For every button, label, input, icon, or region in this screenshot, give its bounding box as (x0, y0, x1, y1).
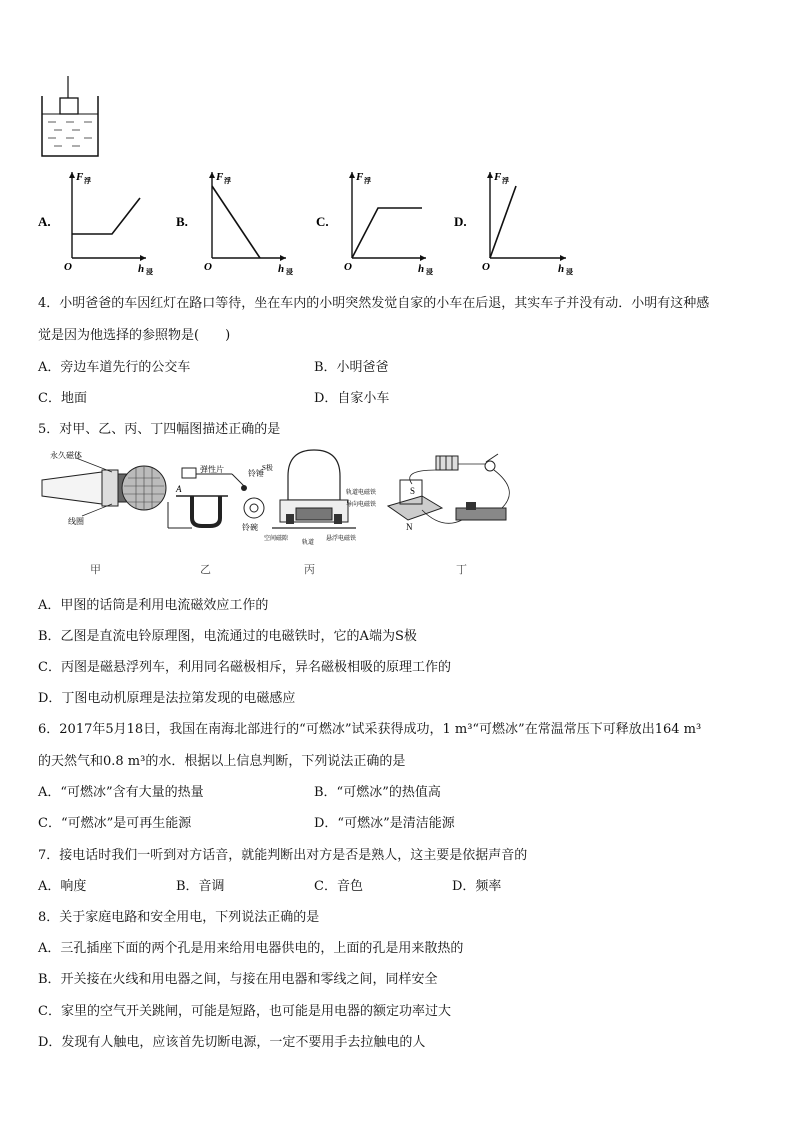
y-axis-label: F (494, 171, 502, 183)
bing-label-track: 轨道 (302, 540, 315, 546)
bing-label-gap: 空间磁隙 (264, 536, 289, 542)
q5-option-d[interactable]: D．丁图电动机原理是法拉第发现的电磁感应 (38, 691, 296, 706)
figure-yi-bell (162, 462, 272, 534)
graph-curve (72, 198, 140, 234)
q7-option-a[interactable]: A．响度 (38, 879, 87, 894)
x-axis-arrow (140, 255, 146, 261)
q8-option-a[interactable]: A．三孔插座下面的两个孔是用来给用电器供电的，上面的孔是用来散热的 (38, 941, 464, 956)
q4-option-d[interactable]: D．自家小车 (314, 391, 390, 406)
y-axis-subscript: 浮 (84, 177, 91, 185)
q3-graph-a (38, 171, 153, 276)
q6-option-d[interactable]: D．“可燃冰”是清洁能源 (314, 816, 455, 831)
x-axis-label: h (138, 263, 145, 275)
figure-bing-maglev (262, 446, 392, 546)
ding-label-s: S (410, 486, 416, 496)
bing-label-guide-magnet: 导向电磁铁 (346, 502, 377, 508)
origin-label: O (64, 261, 72, 273)
y-axis-arrow (349, 172, 355, 178)
y-axis-subscript: 浮 (502, 177, 509, 185)
q5-option-a[interactable]: A．甲图的话筒是利用电流磁效应工作的 (38, 598, 269, 613)
q4-stem-line2: 觉是因为他选择的参照物是( ) (38, 328, 231, 343)
q4-option-a[interactable]: A．旁边车道先行的公交车 (38, 360, 191, 375)
q3-graph-d (454, 171, 573, 276)
q3-option-d: D. (454, 214, 467, 229)
x-axis-arrow (280, 255, 286, 261)
bing-label-track-magnet: 轨道电磁铁 (346, 490, 377, 496)
q7-option-d[interactable]: D．频率 (452, 879, 502, 894)
jia-label-magnet: 永久磁体 (50, 451, 82, 460)
x-axis-subscript: 浸 (146, 268, 153, 276)
x-axis-label: h (278, 263, 285, 275)
y-axis-subscript: 浮 (364, 177, 371, 185)
q3-graph-b (176, 171, 293, 276)
caption-jia: 甲 (90, 563, 101, 576)
q7-option-b[interactable]: B．音调 (176, 879, 225, 894)
bing-label-s: S极 (262, 464, 273, 472)
x-axis-label: h (418, 263, 425, 275)
q6-option-b[interactable]: B．“可燃冰”的热值高 (314, 785, 441, 800)
x-axis-subscript: 浸 (286, 268, 293, 276)
jia-label-coil: 线圈 (68, 517, 84, 526)
y-axis-arrow (209, 172, 215, 178)
x-axis-subscript: 浸 (566, 268, 573, 276)
q8-option-d[interactable]: D．发现有人触电，应该首先切断电源，一定不要用手去拉触电的人 (38, 1035, 426, 1050)
q4-option-c[interactable]: C．地面 (38, 391, 87, 406)
q4-stem-line1: 4．小明爸爸的车因红灯在路口等待，坐在车内的小明突然发觉自家的小车在后退，其实车子并没有动．小明有这种感 (38, 296, 710, 311)
yi-label-spring: 弹性片 (200, 465, 224, 474)
y-axis-label: F (216, 171, 224, 183)
q3-option-c: C. (316, 214, 329, 229)
graph-curve (352, 208, 422, 258)
y-axis-arrow (487, 172, 493, 178)
yi-label-bell: 铃碗 (242, 523, 258, 532)
q3-graph-c (316, 171, 433, 276)
q8-stem: 8．关于家庭电路和安全用电，下列说法正确的是 (38, 910, 320, 925)
q8-option-b[interactable]: B．开关接在火线和用电器之间，与接在用电器和零线之间，同样安全 (38, 972, 438, 987)
y-axis-label: F (356, 171, 364, 183)
q5-option-b[interactable]: B．乙图是直流电铃原理图，电流通过的电磁铁时，它的A端为S极 (38, 629, 417, 644)
x-axis-arrow (420, 255, 426, 261)
graph-curve (490, 186, 516, 258)
q6-option-a[interactable]: A．“可燃冰”含有大量的热量 (38, 785, 204, 800)
q6-stem-line1: 6．2017年5月18日，我国在南海北部进行的“可燃冰”试采获得成功，1 m³“可燃冰”在常温常压下可释放出164 m³ (38, 722, 702, 737)
ding-label-n: N (406, 522, 413, 532)
origin-label: O (344, 261, 352, 273)
q4-option-b[interactable]: B．小明爸爸 (314, 360, 389, 375)
y-axis-label: F (76, 171, 84, 183)
q6-stem-line2: 的天然气和0.8 m³的水．根据以上信息判断，下列说法正确的是 (38, 754, 406, 769)
caption-bing: 丙 (304, 563, 315, 576)
q8-option-c[interactable]: C．家里的空气开关跳闸，可能是短路，也可能是用电器的额定功率过大 (38, 1004, 451, 1019)
y-axis-arrow (69, 172, 75, 178)
y-axis-subscript: 浮 (224, 177, 231, 185)
q3-option-b: B. (176, 214, 188, 229)
x-axis-subscript: 浸 (426, 268, 433, 276)
q7-option-c[interactable]: C．音色 (314, 879, 363, 894)
x-axis-label: h (558, 263, 565, 275)
bing-label-levitation: 悬浮电磁铁 (326, 536, 357, 542)
yi-label-hammer: 铃锤 (248, 469, 264, 478)
caption-yi: 乙 (200, 563, 211, 576)
graph-curve (212, 186, 260, 258)
q5-option-c[interactable]: C．丙图是磁悬浮列车，利用同名磁极相斥，异名磁极相吸的原理工作的 (38, 660, 451, 675)
origin-label: O (204, 261, 212, 273)
x-axis-arrow (560, 255, 566, 261)
origin-label: O (482, 261, 490, 273)
q3-graphs (0, 0, 794, 290)
figure-ding-motor (382, 450, 522, 540)
yi-label-a: A (176, 484, 182, 494)
q6-option-c[interactable]: C．“可燃冰”是可再生能源 (38, 816, 192, 831)
figure-jia-microphone (40, 448, 170, 528)
caption-ding: 丁 (456, 563, 467, 576)
q7-stem: 7．接电话时我们一听到对方话音，就能判断出对方是否是熟人，这主要是依据声音的 (38, 848, 528, 863)
q5-stem: 5．对甲、乙、丙、丁四幅图描述正确的是 (38, 422, 281, 437)
q3-option-a: A. (38, 214, 51, 229)
